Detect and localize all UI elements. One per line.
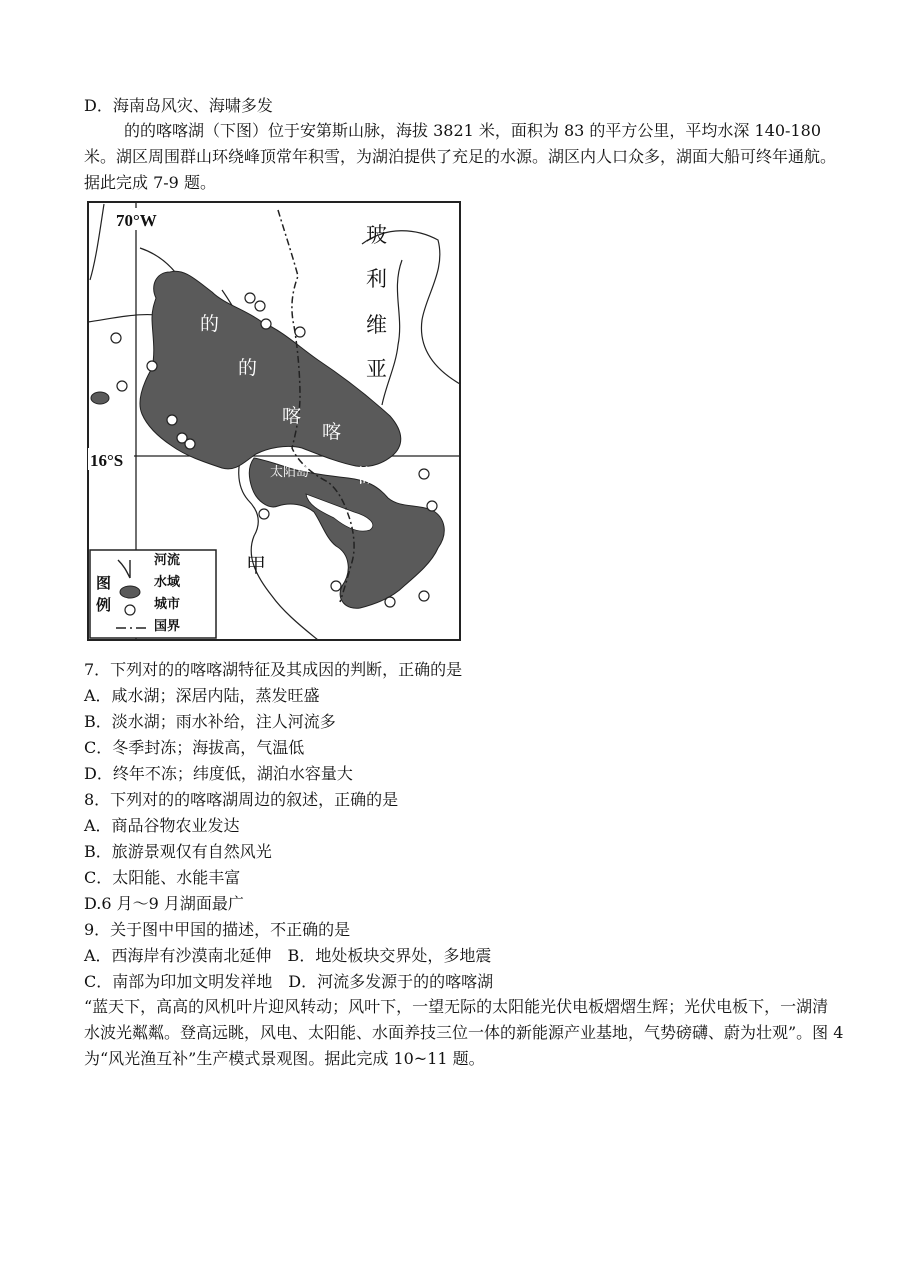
- question-8-option-d: D.6 月～9 月湖面最广: [84, 894, 244, 913]
- question-9-options-ab: A．西海岸有沙漠南北延伸 B．地处板块交界处，多地震: [84, 946, 492, 965]
- legend-frame: [90, 550, 216, 638]
- city-marker: [255, 301, 265, 311]
- legend-label-water: 水域: [154, 575, 181, 590]
- question-7-option-c: C．冬季封冻；海拔高，气温低: [84, 738, 305, 757]
- country-label-char: 利: [366, 267, 387, 291]
- city-marker: [147, 361, 157, 371]
- city-marker: [167, 415, 177, 425]
- lon-label: 70°W: [116, 211, 157, 230]
- closing-paragraph: “蓝天下，高高的风机叶片迎风转动；风叶下，一望无际的太阳能光伏电板熠熠生辉；光伏电板下，一湖清水波光粼粼。登高远眺，风电、太阳能、水面养技三位一体的新能源产业基地，气势磅礴、蔚为壮观”。图 4 为“风光渔互补”生产模式景观图。据此完成 10~11 题。: [84, 997, 844, 1068]
- country-jia-label: 甲: [246, 553, 266, 577]
- legend-label-border: 国界: [154, 619, 181, 634]
- question-8-option-c: C．太阳能、水能丰富: [84, 868, 241, 887]
- city-marker: [295, 327, 305, 337]
- question-8-option-a: A．商品谷物农业发达: [84, 816, 240, 835]
- city-marker: [185, 439, 195, 449]
- river-line: [90, 204, 104, 280]
- map-legend: [90, 550, 216, 638]
- city-marker: [419, 591, 429, 601]
- question-9-stem: 9．关于图中甲国的描述，不正确的是: [84, 920, 351, 939]
- lake-label-char: 湖: [358, 465, 378, 487]
- lake-label-char: 的: [200, 313, 220, 335]
- city-marker: [419, 469, 429, 479]
- city-marker: [261, 319, 271, 329]
- country-label-char: 亚: [366, 357, 387, 381]
- city-marker: [259, 509, 269, 519]
- lat-label: 16°S: [90, 451, 124, 470]
- country-label-bolivia: [366, 223, 387, 381]
- legend-city-symbol: [125, 605, 135, 615]
- city-marker: [331, 581, 341, 591]
- lake-titicaca-south: [249, 458, 444, 608]
- country-label-char: 玻: [366, 223, 387, 247]
- city-marker: [385, 597, 395, 607]
- legend-label-river: 河流: [154, 553, 181, 568]
- titicaca-map: [86, 200, 464, 644]
- question-7-option-a: A．咸水湖；深居内陆，蒸发旺盛: [84, 686, 320, 705]
- question-7-option-d: D．终年不冻；纬度低，湖泊水容量大: [84, 764, 353, 783]
- question-8-stem: 8．下列对的的喀喀湖周边的叙述，正确的是: [84, 790, 399, 809]
- lake-label-char: 喀: [322, 421, 342, 443]
- legend-label-city: 城市: [154, 597, 181, 612]
- intro-paragraph: 的的喀喀湖（下图）位于安第斯山脉，海拔 3821 米，面积为 83 的平方公里，平均水深 140-180 米。湖区周围群山环绕峰顶常年积雪，为湖泊提供了充足的水源。湖区内人口众多，湖面大船可终年通航。据此完成 7-9 题。: [84, 121, 837, 192]
- legend-title-char: 例: [96, 596, 112, 614]
- sun-island-label: 太阳岛: [270, 465, 310, 480]
- legend-water-symbol: [120, 586, 140, 598]
- lake-label-char: 喀: [282, 405, 302, 427]
- city-marker: [245, 293, 255, 303]
- city-marker: [111, 333, 121, 343]
- legend-title-char: 图: [96, 574, 112, 592]
- question-7-option-b: B．淡水湖；雨水补给，注人河流多: [84, 712, 336, 731]
- prev-question-option-d: D．海南岛风灾、海啸多发: [84, 96, 273, 115]
- question-7-stem: 7．下列对的的喀喀湖特征及其成因的判断，正确的是: [84, 660, 463, 679]
- country-label-char: 维: [366, 313, 387, 337]
- city-marker: [117, 381, 127, 391]
- small-lake: [91, 392, 109, 404]
- question-9-options-cd: C．南部为印加文明发祥地 D．河流多发源于的的喀喀湖: [84, 972, 494, 991]
- question-8-option-b: B．旅游景观仅有自然风光: [84, 842, 272, 861]
- city-marker: [427, 501, 437, 511]
- lake-label-char: 的: [238, 357, 258, 379]
